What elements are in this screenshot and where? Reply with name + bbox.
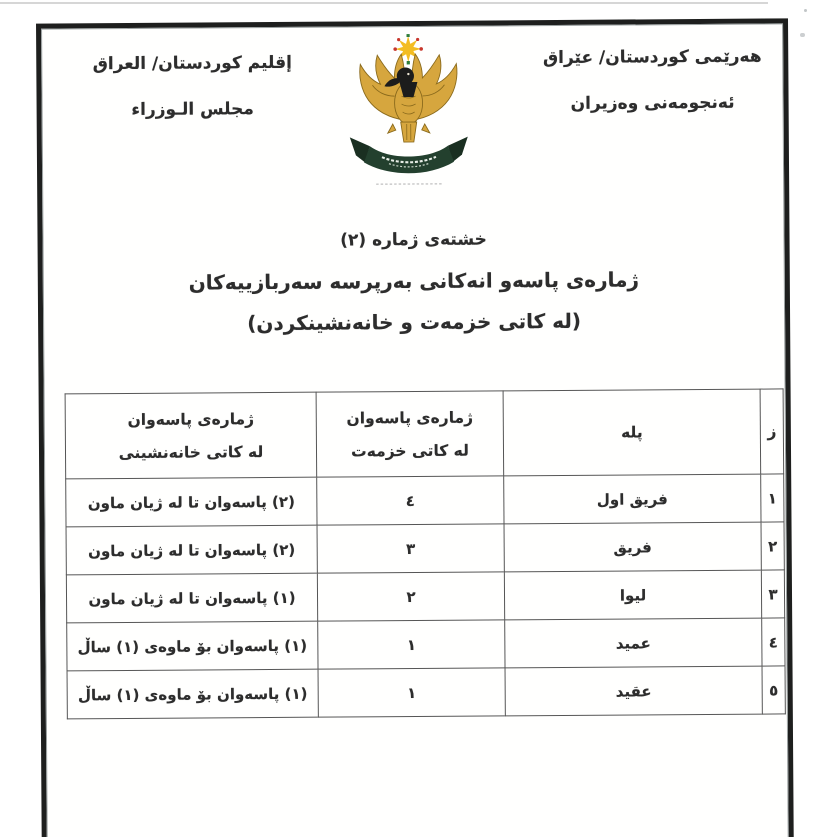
cell-retirement: (٢) پاسەوان تا لە ژیان ماون [66, 477, 317, 527]
table-row [66, 522, 784, 575]
document-title-block [42, 227, 785, 336]
page-border-frame [36, 18, 794, 837]
council-kurdish: ئەنجومەنی وەزیران [570, 92, 735, 114]
cell-no: ٤ [762, 618, 785, 666]
cell-retirement: (٢) پاسەوان تا لە ژیان ماون [66, 525, 317, 575]
col-header-service-line2: لە کاتی خزمەت [351, 441, 469, 460]
ranks-table [65, 388, 786, 719]
cell-no: ٢ [761, 522, 784, 570]
table-header-row [65, 389, 784, 479]
cell-rank: فریق اول [504, 474, 761, 524]
doc-title-main: ژمارەی پاسەو انەکانی بەرپرسە سەربازییەکان [188, 267, 640, 295]
cell-service: ١ [318, 620, 505, 669]
eagle-body [360, 54, 458, 143]
cell-no: ٥ [762, 666, 785, 714]
doc-title-sub: (لە کاتی خزمەت و خانەنشینکردن) [247, 308, 582, 336]
scan-edge-artifact [0, 2, 768, 4]
letterhead-arabic [69, 52, 315, 120]
table-row [67, 666, 785, 719]
doc-title-table-number: خشتەی ژمارە (٢) [340, 229, 487, 251]
cell-rank: فریق [504, 522, 761, 572]
cell-rank: عمید [505, 618, 762, 668]
cell-retirement: (١) پاسەوان بۆ ماوەی (١) ساڵ [67, 669, 318, 719]
table-row [66, 474, 784, 527]
cell-service: ١ [318, 668, 505, 717]
cell-service: ٣ [317, 524, 504, 573]
cell-rank: لیوا [504, 570, 761, 620]
col-header-no: ز [760, 389, 784, 474]
org-name-arabic: إقليم كوردستان/ العراق [92, 52, 292, 75]
cell-service: ٢ [317, 572, 504, 621]
col-header-retirement [65, 392, 317, 479]
cell-rank: عقید [505, 666, 762, 716]
council-arabic: مجلس الـوزراء [131, 99, 254, 120]
scan-speck [800, 33, 805, 37]
cell-no: ١ [761, 474, 784, 522]
col-header-service-line1: ژمارەی پاسەوان [346, 408, 474, 427]
letterhead-kurdish [509, 48, 795, 113]
col-header-rank: پلە [503, 389, 761, 476]
scan-speck [804, 9, 807, 12]
col-header-retire-line2: لە کاتی خانەنشینی [118, 442, 264, 462]
cell-retirement: (١) پاسەوان بۆ ماوەی (١) ساڵ [67, 621, 318, 671]
kurdistan-emblem [342, 34, 475, 191]
cell-no: ٣ [761, 570, 784, 618]
table-row [66, 570, 784, 623]
cell-service: ٤ [317, 476, 504, 525]
col-header-service [316, 391, 504, 477]
col-header-retire-line1: ژمارەی پاسەوان [127, 409, 255, 429]
org-name-kurdish: هەرێمی کوردستان/ عێراق [542, 46, 762, 69]
cell-retirement: (١) پاسەوان تا لە ژیان ماون [66, 573, 317, 623]
table-row [67, 618, 785, 671]
